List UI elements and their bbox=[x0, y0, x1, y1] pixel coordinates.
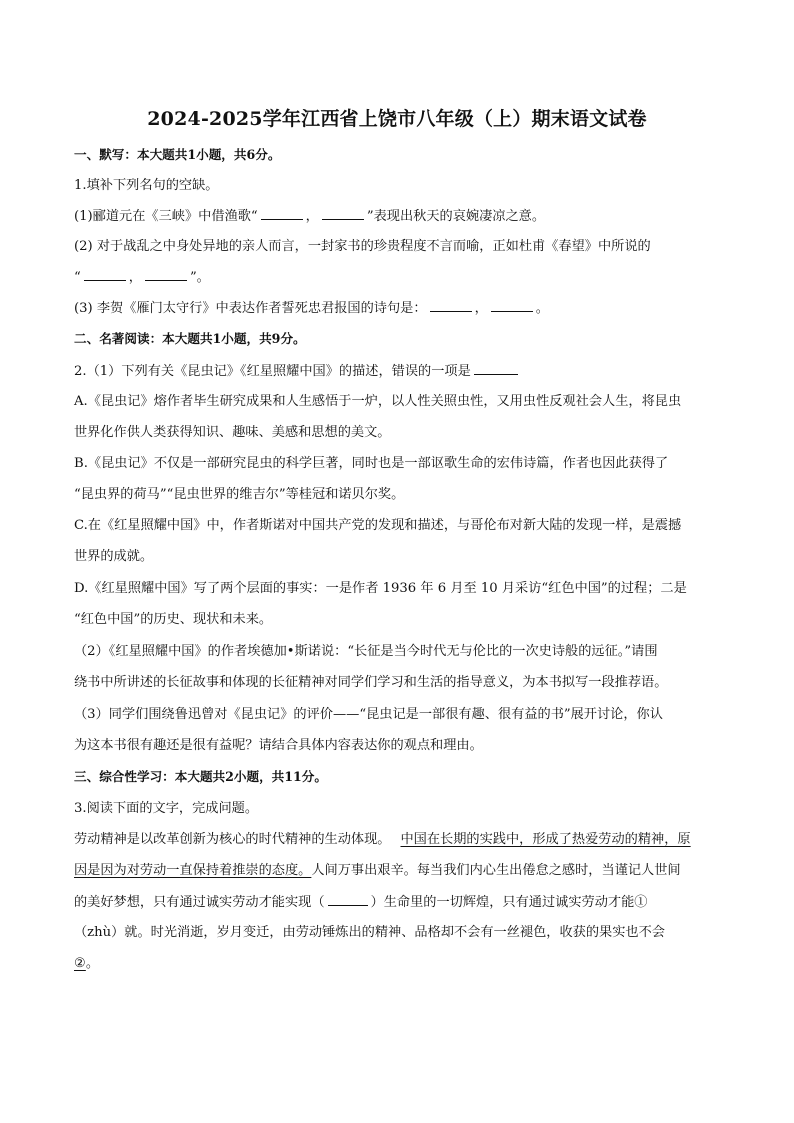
q3-passage-text: 人间万事出艰辛。每当我们内心生出倦怠之感时，当谨记人世间 bbox=[311, 863, 681, 878]
q3-passage-line-5 bbox=[74, 955, 99, 973]
section-3-prefix: 三、综合性学习：本大题共 bbox=[74, 769, 226, 784]
q1-item-3-sep: ， bbox=[474, 301, 488, 316]
q1-item-2-text-a: “ bbox=[74, 270, 81, 285]
section-1-suffix: 分。 bbox=[255, 147, 281, 162]
q3-underlined-sentence: 因是因为对劳动一直保持着推崇的态度。 bbox=[74, 863, 312, 878]
q1-item-1 bbox=[74, 207, 545, 226]
q3-passage-text: 劳动精神是以改革创新为核心的时代精神的生动体现。 bbox=[74, 832, 391, 847]
answer-blank[interactable] bbox=[261, 207, 303, 220]
section-heading-1 bbox=[74, 146, 280, 164]
answer-blank[interactable] bbox=[430, 299, 472, 312]
section-1-count: 1 bbox=[187, 147, 197, 162]
q1-item-1-text-b: ”表现出秋天的哀婉凄凉之意。 bbox=[366, 209, 546, 224]
q2-option-d-line-2: “红色中国”的历史、现状和未来。 bbox=[74, 612, 273, 627]
q1-item-3-text-b: 。 bbox=[535, 301, 549, 316]
q2-sub2-line-1: （2）《红星照耀中国》的作者埃德加•斯诺说：“长征是当今时代无与伦比的一次史诗般的远征。”请围 bbox=[74, 644, 658, 659]
answer-blank[interactable] bbox=[84, 268, 126, 281]
answer-blank[interactable] bbox=[474, 362, 518, 375]
q1-item-3 bbox=[74, 299, 549, 318]
q2-sub3-line-1: （3）同学们围绕鲁迅曾对《昆虫记》的评价——“昆虫记是一部很有趣、很有益的书”展开讨论，你认 bbox=[74, 707, 663, 722]
q2-sub3-line-2: 为这本书很有趣还是很有益呢？请结合具体内容表达你的观点和理由。 bbox=[74, 738, 483, 753]
section-1-prefix: 一、默写：本大题共 bbox=[74, 147, 188, 162]
q2-option-b-line-2: “昆虫界的荷马”“昆虫世界的维吉尔”等桂冠和诺贝尔奖。 bbox=[74, 487, 405, 502]
q2-option-c-line-1: C.在《红星照耀中国》中，作者斯诺对中国共产党的发现和描述，与哥伦布对新大陆的发现一样，是震撼 bbox=[74, 518, 682, 533]
q3-passage-text: 。 bbox=[85, 956, 100, 971]
section-2-suffix: 分。 bbox=[280, 331, 306, 346]
q2-option-b-line-1: B.《昆虫记》不仅是一部研究昆虫的科学巨著，同时也是一部讴歌生命的宏伟诗篇，作者也因此获得了 bbox=[74, 456, 669, 471]
q1-item-2-line-2 bbox=[74, 268, 210, 287]
section-3-score: 11 bbox=[284, 769, 302, 784]
q3-underlined-sentence: 中国在长期的实践中，形成了热爱劳动的精神，原 bbox=[400, 832, 691, 847]
section-heading-2 bbox=[74, 330, 306, 348]
q3-passage-line-2 bbox=[74, 862, 681, 880]
answer-blank[interactable] bbox=[328, 893, 368, 906]
q1-stem: 1.填补下列名句的空缺。 bbox=[74, 178, 219, 193]
q3-passage-text: 的美好梦想，只有通过诚实劳动才能实现（ bbox=[74, 895, 325, 910]
q1-item-3-text-a: (3) 李贺《雁门太守行》中表达作者誓死忠君报国的诗句是： bbox=[74, 301, 427, 316]
section-3-mid: 小题，共 bbox=[233, 769, 285, 784]
q1-item-1-text-a: (1)郦道元在《三峡》中借渔歌“ bbox=[74, 209, 258, 224]
q3-marker-2: ② bbox=[74, 956, 86, 971]
section-2-mid: 小题，共 bbox=[221, 331, 272, 346]
section-2-score: 9 bbox=[271, 331, 281, 346]
section-1-score: 6 bbox=[246, 147, 256, 162]
answer-blank[interactable] bbox=[145, 268, 187, 281]
page-title: 2024-2025学年江西省上饶市八年级（上）期末语文试卷 bbox=[147, 108, 647, 130]
section-1-mid: 小题，共 bbox=[196, 147, 247, 162]
q2-option-c-line-2: 世界的成就。 bbox=[74, 549, 154, 564]
q3-passage-line-4: （zhù）就。时光消逝，岁月变迁，由劳动锤炼出的精神、品格却不会有一丝褪色，收获的果实也不会 bbox=[74, 925, 665, 940]
section-heading-3 bbox=[74, 768, 327, 786]
section-3-count: 2 bbox=[225, 769, 234, 784]
q1-item-2-sep: ， bbox=[128, 270, 142, 285]
section-2-prefix: 二、名著阅读：本大题共 bbox=[74, 331, 213, 346]
q1-item-2-text-b: ”。 bbox=[189, 270, 210, 285]
q2-option-a-line-1: A.《昆虫记》熔作者毕生研究成果和人生感悟于一炉，以人性关照虫性，又用虫性反观社会人生，将昆虫 bbox=[74, 394, 682, 409]
answer-blank[interactable] bbox=[491, 299, 533, 312]
section-2-count: 1 bbox=[212, 331, 222, 346]
q3-passage-text: ）生命里的一切辉煌，只有通过诚实劳动才能① bbox=[370, 895, 648, 910]
q2-option-d-line-1: D.《红星照耀中国》写了两个层面的事实：一是作者 1936 年 6 月至 10 月采访“红色中国”的过程；二是 bbox=[74, 581, 687, 596]
section-3-suffix: 分。 bbox=[301, 769, 327, 784]
q2-sub2-line-2: 绕书中所讲述的长征故事和体现的长征精神对同学们学习和生活的指导意义，为本书拟写一段推荐语。 bbox=[74, 675, 668, 690]
q3-passage-line-1 bbox=[74, 831, 691, 849]
q2-option-a-line-2: 世界化作供人类获得知识、趣味、美感和思想的美文。 bbox=[74, 425, 391, 440]
answer-blank[interactable] bbox=[322, 207, 364, 220]
q1-item-1-sep: ， bbox=[305, 209, 319, 224]
q3-stem: 3.阅读下面的文字，完成问题。 bbox=[74, 801, 259, 816]
q3-passage-line-3 bbox=[74, 893, 648, 912]
q2-stem bbox=[74, 362, 521, 381]
q2-stem-text: 2.（1）下列有关《昆虫记》《红星照耀中国》的描述，错误的一项是 bbox=[74, 364, 471, 379]
q1-item-2-line-1: (2) 对于战乱之中身处异地的亲人而言，一封家书的珍贵程度不言而喻，正如杜甫《春望》中所说的 bbox=[74, 239, 651, 254]
